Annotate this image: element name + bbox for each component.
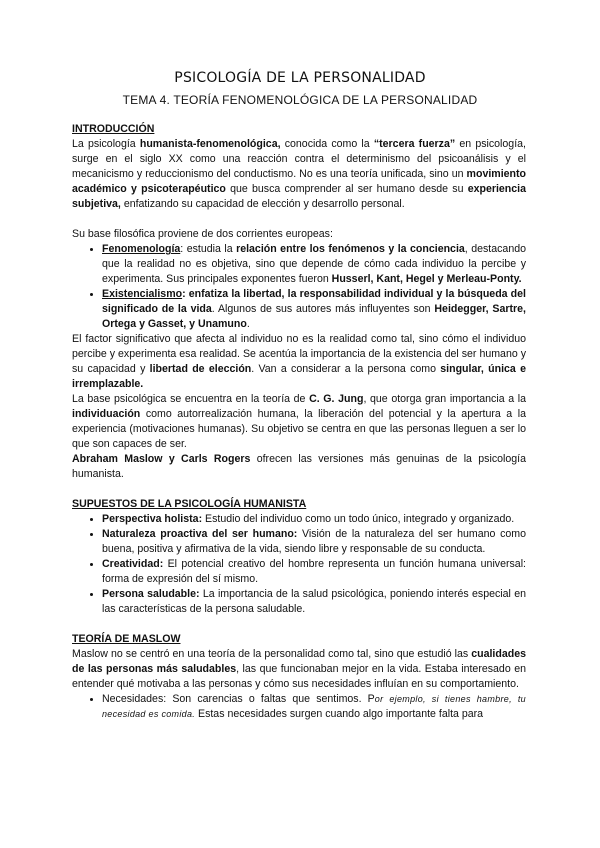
philosophy-list	[72, 242, 526, 332]
section-heading-introduccion: INTRODUCCIÓN	[72, 123, 155, 135]
text: , que otorga gran importancia a la	[363, 393, 526, 405]
page-subtitle: TEMA 4. TEORÍA FENOMENOLÓGICA DE LA PERSONALIDAD	[122, 93, 478, 107]
text: El factor significativo que afecta al individuo no es la realidad como tal, sino cómo el individuo percibe y experimenta esa realidad. Se acentúa la importancia de la existencia del ser humano y su capacidad y	[72, 333, 526, 375]
text-bold: : enfatiza la libertad, la responsabilidad individual y la búsqueda del significado de la vida	[102, 288, 526, 315]
text-bold: cualidades de las personas más saludables	[72, 648, 526, 675]
page-title: PSICOLOGÍA DE LA PERSONALIDAD	[174, 70, 426, 86]
text: . Algunos de sus autores más influyentes son	[211, 303, 435, 315]
term: Perspectiva holista:	[102, 513, 203, 525]
text-italic: or ejemplo, si tienes hambre, tu necesidad es comida.	[102, 694, 526, 719]
section-heading-maslow: TEORÍA DE MASLOW	[72, 633, 181, 645]
intro-paragraph-2: Su base filosófica proviene de dos corrientes europeas:	[72, 228, 333, 240]
text-bold: individuación	[72, 408, 141, 420]
section-heading-supuestos: SUPUESTOS DE LA PSICOLOGÍA HUMANISTA	[72, 498, 307, 510]
maslow-list	[72, 692, 526, 722]
text: Estas necesidades surgen cuando algo importante falta para	[195, 708, 484, 720]
intro-paragraph-3	[72, 332, 526, 392]
text: Visión de la naturaleza del ser humano como buena, positiva y afirmativa de la vida, siendo libre y responsable de su conducta.	[102, 528, 526, 555]
text: La base psicológica se encuentra en la teoría de	[72, 393, 310, 405]
text-bold: movimiento académico y psicoterapéutico	[72, 168, 526, 195]
intro-paragraph-4	[72, 392, 526, 452]
term: Persona saludable:	[102, 588, 200, 600]
list-item-existencialismo	[102, 287, 526, 332]
intro-paragraph-5	[72, 452, 526, 482]
list-item-necesidades	[102, 692, 526, 722]
intro-paragraph-1	[72, 137, 526, 212]
text: que busca comprender al ser humano desde su	[225, 183, 468, 195]
text: : estudia la	[180, 243, 237, 255]
text: enfatizando su capacidad de elección y desarrollo personal.	[120, 198, 405, 210]
text: Estudio del individuo como un todo único, integrado y organizado.	[202, 513, 515, 525]
document-body	[72, 122, 526, 722]
text-bold: Abraham Maslow y Carls Rogers	[72, 453, 251, 465]
text: . Van a considerar a la persona como	[251, 363, 441, 375]
text-bold: “tercera fuerza”	[373, 138, 456, 150]
term: Naturaleza proactiva del ser humano:	[102, 528, 298, 540]
maslow-paragraph-1	[72, 647, 526, 692]
list-item	[102, 587, 526, 617]
text: como autorrealización humana, la liberación del potencial y la apertura a la experiencia (motivaciones humanas). Su objetivo se centra en que las personas lleguen a ser lo que son capaces de ser.	[72, 408, 526, 450]
term: Creatividad:	[102, 558, 164, 570]
text-bold: libertad de elección	[149, 363, 252, 375]
text: La psicología	[72, 138, 140, 150]
text-bold: humanista-fenomenológica,	[139, 138, 281, 150]
list-item	[102, 512, 526, 527]
supuestos-list	[72, 512, 526, 617]
text: El potencial creativo del hombre representa un función humana universal: forma de expresión del sí mismo.	[102, 558, 526, 585]
text-bold: C. G. Jung	[309, 393, 364, 405]
text-bold: singular, única e irremplazable.	[72, 363, 526, 390]
text: .	[246, 318, 250, 330]
text: en psicología, surge en el siglo XX como una reacción contra el determinismo del psicoanálisis y el mecanicismo y reduccionismo del conductismo. No es una teoría unificada, sino un	[72, 138, 526, 180]
text-bold: relación entre los fenómenos y la conciencia	[236, 243, 465, 255]
list-item	[102, 527, 526, 557]
text: ofrecen las versiones más genuinas de la psicología humanista.	[72, 453, 526, 480]
list-item	[102, 557, 526, 587]
text: conocida como la	[280, 138, 374, 150]
text: , las que funcionaban mejor en la vida. Estaba interesado en entender qué motivaba a las personas y cómo sus necesidades influían en su comportamiento.	[72, 663, 526, 690]
text-bold: Husserl, Kant, Hegel y Merleau-Ponty.	[331, 273, 522, 285]
text-bold: Heidegger, Sartre, Ortega y Gasset, y Unamuno	[102, 303, 526, 330]
text: Necesidades: Son carencias o faltas que sentimos. P	[102, 693, 375, 705]
text: La importancia de la salud psicológica, poniendo interés especial en las características de la persona saludable.	[102, 588, 526, 615]
text: Maslow no se centró en una teoría de la personalidad como tal, sino que estudió las	[72, 648, 472, 660]
term: Fenomenología	[102, 243, 181, 255]
list-item-fenomenologia	[102, 242, 526, 287]
text: , destacando que la realidad no es objetiva, sino que depende de cómo cada individuo la percibe y experimenta. Sus principales exponentes fueron	[102, 243, 526, 285]
text-bold: experiencia subjetiva,	[72, 183, 526, 210]
term: Existencialismo	[102, 288, 183, 300]
